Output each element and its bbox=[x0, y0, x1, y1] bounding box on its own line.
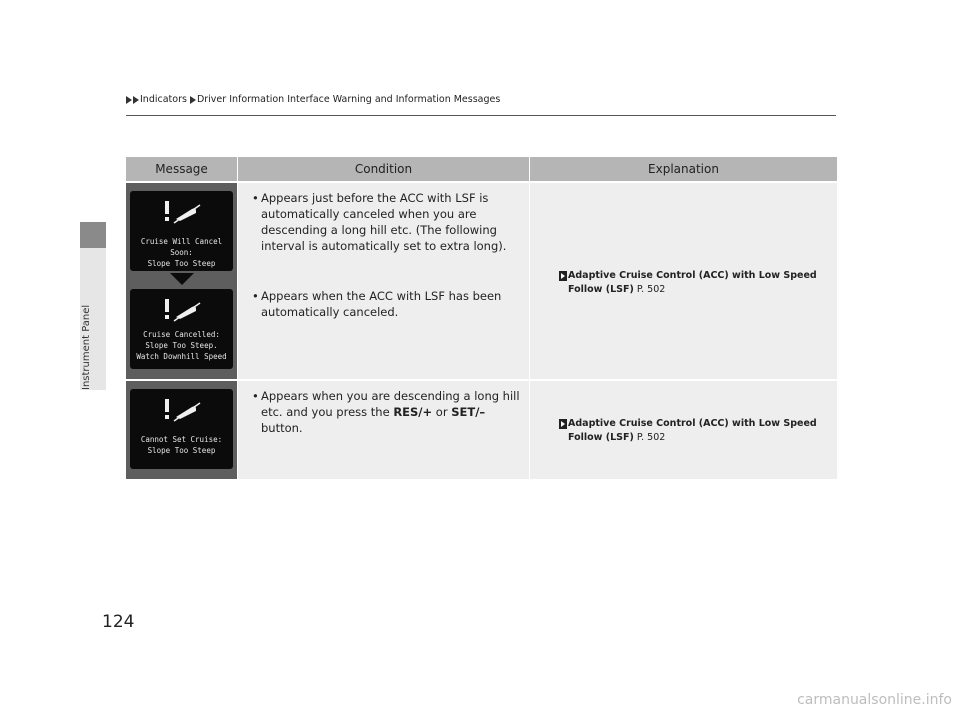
message-image-cell bbox=[126, 183, 237, 379]
reference-icon bbox=[559, 419, 567, 429]
watermark-text: carmanualsonline.info bbox=[797, 692, 952, 708]
column-header-message: Message bbox=[126, 157, 237, 181]
table-row bbox=[126, 381, 837, 479]
display-message: Cruise Will Cancel Soon: Slope Too Steep bbox=[140, 237, 223, 268]
condition-item: • Appears when you are descending a long hill etc. and you press the RES/+ or SET/– button. bbox=[252, 389, 520, 435]
page-number: 124 bbox=[102, 612, 135, 632]
arrow-down-icon bbox=[170, 273, 194, 285]
reference-icon bbox=[559, 271, 567, 281]
page-reference-link[interactable]: Adaptive Cruise Control (ACC) with Low Speed Follow (LSF) P. 502 bbox=[568, 269, 828, 297]
explanation-cell bbox=[530, 381, 837, 479]
breadcrumb-item[interactable]: Indicators bbox=[140, 94, 187, 105]
breadcrumb-arrow-icon bbox=[190, 96, 196, 104]
message-table bbox=[126, 157, 837, 481]
page-reference-link[interactable]: Adaptive Cruise Control (ACC) with Low Speed Follow (LSF) P. 502 bbox=[568, 417, 828, 445]
breadcrumb-arrow-icon bbox=[126, 96, 132, 104]
breadcrumb-item[interactable]: Driver Information Interface Warning and Information Messages bbox=[196, 94, 501, 105]
table-header bbox=[126, 157, 837, 181]
header-rule bbox=[126, 115, 836, 116]
section-label: Instrument Panel bbox=[81, 304, 92, 390]
explanation-cell bbox=[530, 183, 837, 379]
condition-item: • Appears just before the ACC with LSF is automatically canceled when you are descending a long hill etc. (The following interval is automatically set to extra long). bbox=[252, 191, 507, 253]
cruise-slope-warning-icon bbox=[162, 397, 202, 423]
condition-cell bbox=[238, 381, 529, 479]
message-image-cell bbox=[126, 381, 237, 479]
breadcrumb bbox=[126, 94, 503, 105]
display-screen bbox=[130, 191, 233, 271]
display-message: Cruise Cancelled: Slope Too Steep. Watch Downhill Speed bbox=[136, 330, 227, 361]
column-header-condition: Condition bbox=[238, 157, 529, 181]
cruise-slope-warning-icon bbox=[162, 297, 202, 323]
condition-cell bbox=[238, 183, 529, 379]
display-screen bbox=[130, 289, 233, 369]
cruise-slope-warning-icon bbox=[162, 199, 202, 225]
display-message: Cannot Set Cruise: Slope Too Steep bbox=[140, 435, 223, 455]
condition-item: • Appears when the ACC with LSF has been automatically canceled. bbox=[252, 289, 502, 319]
breadcrumb-arrow-icon bbox=[133, 96, 139, 104]
table-row bbox=[126, 183, 837, 379]
column-header-explanation: Explanation bbox=[530, 157, 837, 181]
sidebar-tab bbox=[80, 222, 106, 248]
display-screen bbox=[130, 389, 233, 469]
